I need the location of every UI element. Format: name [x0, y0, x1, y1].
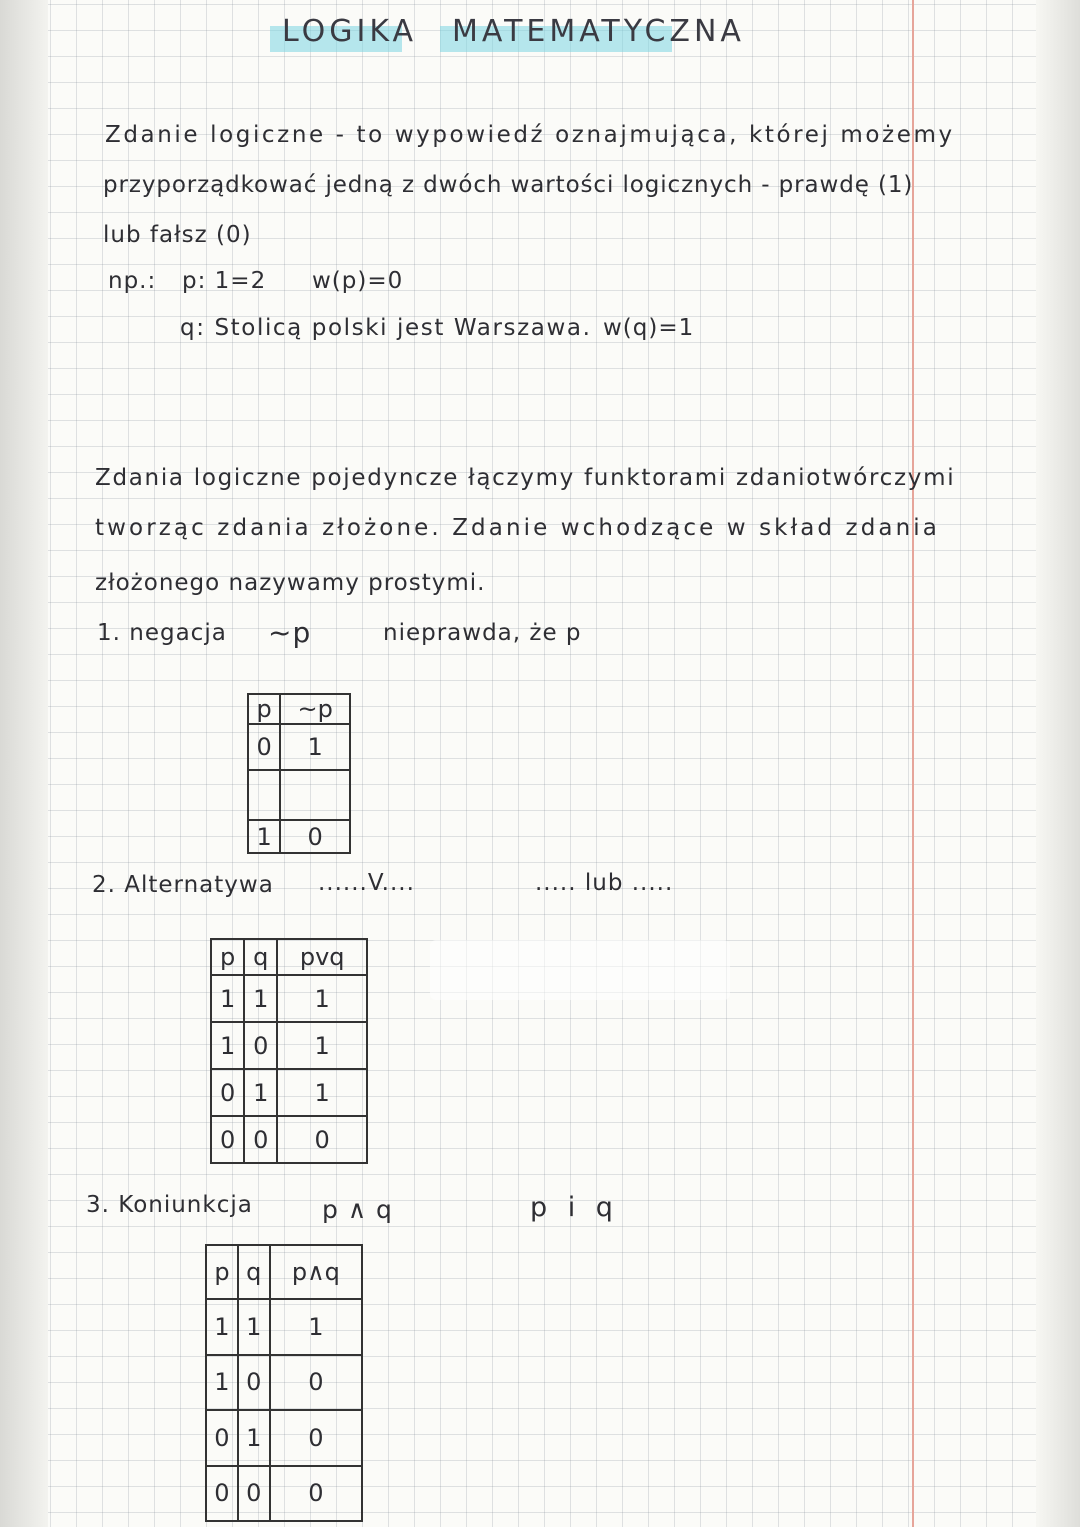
table-header-cell: q: [238, 1245, 270, 1299]
table-cell: 1: [277, 1069, 367, 1116]
margin-line: [912, 0, 914, 1527]
table-cell: 0: [248, 724, 280, 770]
table-cell: 0: [238, 1355, 270, 1411]
example-p-value: w(p)=0: [312, 268, 404, 294]
table-cell: 1: [277, 975, 367, 1022]
table-cell: [280, 770, 350, 820]
page-left-edge: [0, 0, 48, 1527]
table-cell: 1: [206, 1299, 238, 1355]
conjunction-reading: p i q: [530, 1192, 619, 1223]
negation-heading: 1. negacja: [97, 620, 227, 646]
alternative-symbol: ......V....: [318, 870, 415, 896]
compound-line-3: złożonego nazywamy prostymi.: [95, 570, 486, 596]
table-header-cell: p: [211, 939, 244, 975]
table-cell: 0: [270, 1466, 362, 1522]
alternative-heading: 2. Alternatywa: [92, 872, 274, 898]
table-cell: 0: [277, 1116, 367, 1163]
table-cell: 1: [238, 1410, 270, 1466]
table-header-cell: p∧q: [270, 1245, 362, 1299]
table-cell: 1: [206, 1355, 238, 1411]
table-cell: [248, 770, 280, 820]
table-header-cell: pvq: [277, 939, 367, 975]
table-cell: 0: [244, 1022, 277, 1069]
table-cell: 0: [238, 1466, 270, 1522]
example-p-sentence: p: 1=2: [182, 268, 267, 294]
definition-line-3: lub fałsz (0): [103, 222, 252, 248]
table-cell: 1: [277, 1022, 367, 1069]
table-header-cell: p: [206, 1245, 238, 1299]
definition-line-2: przyporządkować jedną z dwóch wartości logicznych - prawdę (1): [103, 172, 914, 198]
example-label: np.:: [108, 268, 157, 294]
table-header-cell: q: [244, 939, 277, 975]
negation-truth-table: [247, 693, 351, 854]
table-cell: 1: [244, 1069, 277, 1116]
compound-line-1: Zdania logiczne pojedyncze łączymy funktorami zdaniotwórczymi: [95, 465, 956, 491]
conjunction-heading: 3. Koniunkcja: [86, 1192, 253, 1218]
table-cell: 0: [244, 1116, 277, 1163]
table-cell: 1: [270, 1299, 362, 1355]
alternative-truth-table: [210, 938, 368, 1164]
table-cell: 0: [211, 1069, 244, 1116]
compound-line-2: tworząc zdania złożone. Zdanie wchodzące w skład zdania: [95, 515, 940, 541]
example-q-sentence: q: Stolicą polski jest Warszawa.: [180, 315, 592, 341]
negation-reading: nieprawda, że p: [383, 620, 582, 646]
paper-smudge: [430, 940, 730, 1000]
conjunction-symbol: p ∧ q: [322, 1195, 393, 1224]
table-header-cell: ~p: [280, 694, 350, 724]
page-title-part1: LOGIKA: [282, 14, 418, 49]
table-cell: 1: [244, 975, 277, 1022]
page-title-part2: MATEMATYCZNA: [452, 14, 745, 49]
page-right-edge: [1036, 0, 1080, 1527]
conjunction-truth-table: [205, 1244, 363, 1522]
alternative-reading: ..... lub .....: [535, 870, 674, 896]
table-cell: 0: [206, 1466, 238, 1522]
table-cell: 1: [238, 1299, 270, 1355]
table-cell: 1: [248, 820, 280, 853]
table-cell: 0: [206, 1410, 238, 1466]
table-cell: 1: [211, 1022, 244, 1069]
table-cell: 0: [270, 1355, 362, 1411]
table-cell: 0: [270, 1410, 362, 1466]
table-cell: 1: [211, 975, 244, 1022]
table-cell: 0: [280, 820, 350, 853]
table-header-cell: p: [248, 694, 280, 724]
definition-line-1: Zdanie logiczne - to wypowiedź oznajmująca, której możemy: [105, 122, 955, 148]
example-q-value: w(q)=1: [603, 315, 695, 341]
table-cell: 1: [280, 724, 350, 770]
negation-symbol: ~p: [268, 616, 312, 649]
table-cell: 0: [211, 1116, 244, 1163]
